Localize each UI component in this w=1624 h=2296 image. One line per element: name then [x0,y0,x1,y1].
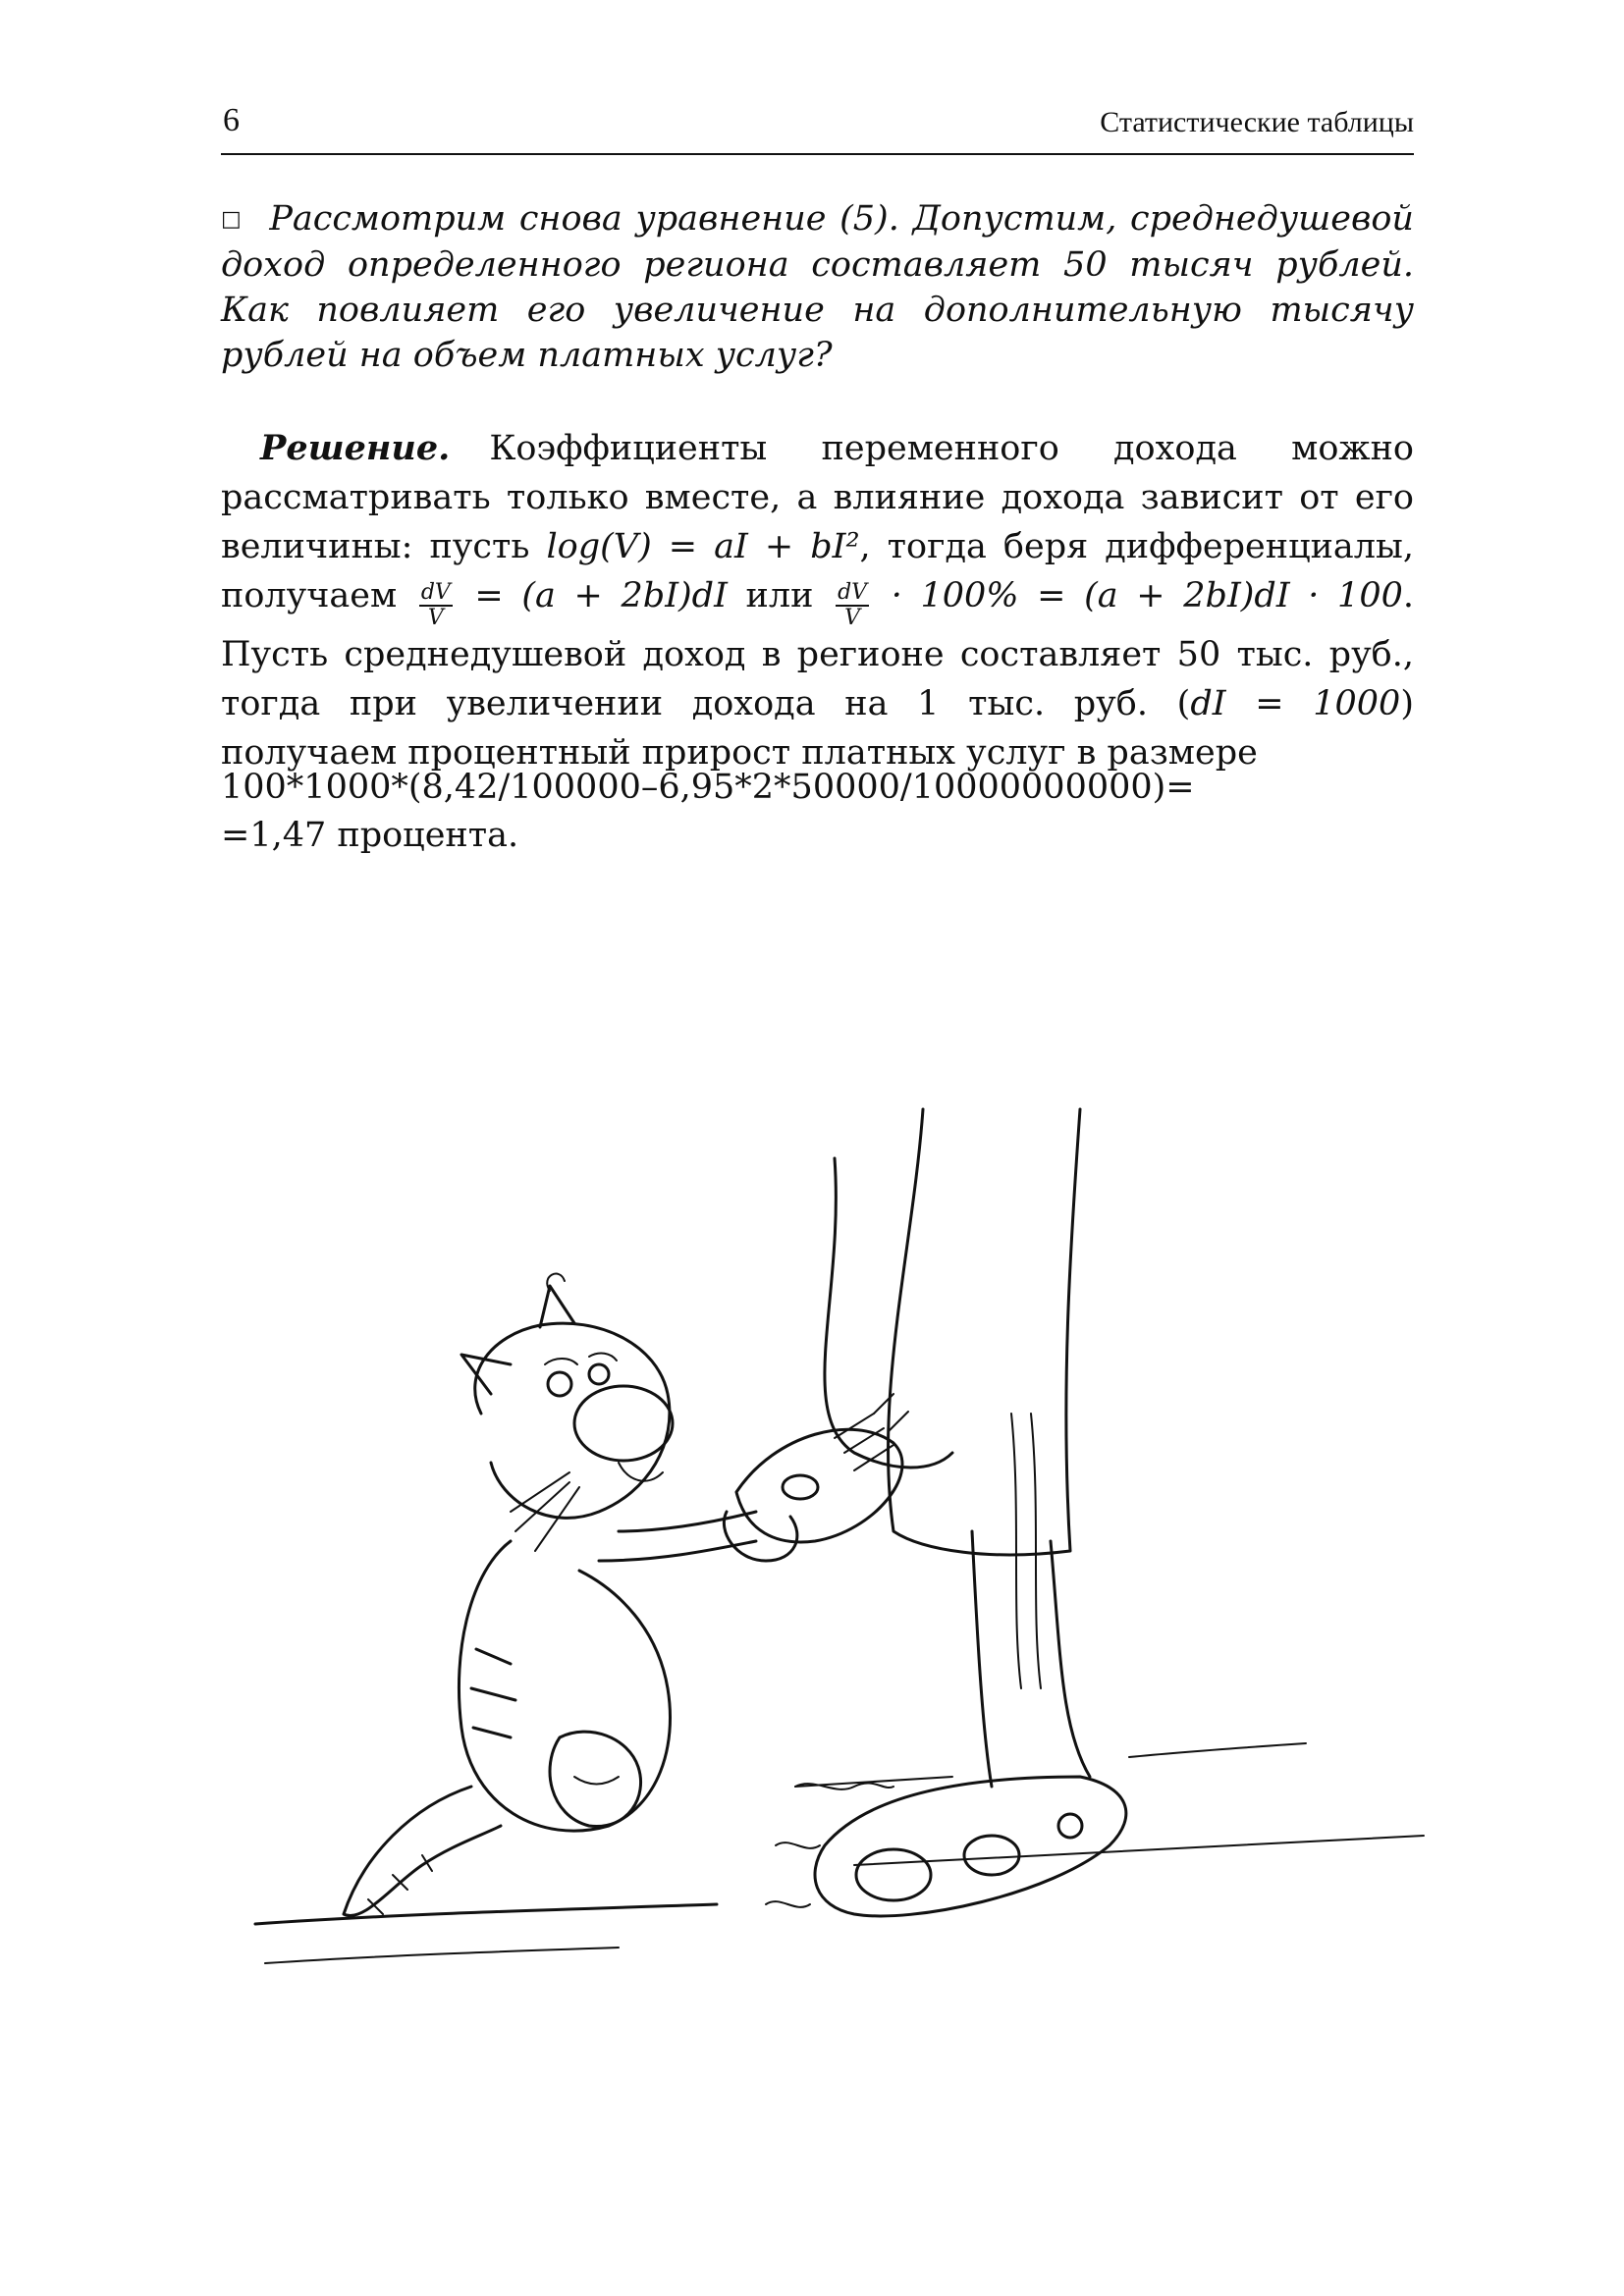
page-number: 6 [223,102,240,138]
equation-percent: · 100% = (a + 2bI)dI · 100 [873,576,1403,615]
solution-text-5: ) получаем процентный прирост платных услуг в размере [221,684,1414,773]
calculation-line: 100*1000*(8,42/100000–6,95*2*50000/10000000000)= [221,768,1195,807]
solution-paragraph [221,424,1414,777]
task-text: Рассмотрим снова уравнение (5). Допустим, среднедушевой доход определенного региона составляет 50 тысяч рублей. Как повлияет его увеличение на дополнительную тысячу рублей на объем платных услуг? [221,199,1414,375]
running-title: Статистические таблицы [1100,106,1414,138]
fraction-denominator: V [844,606,861,630]
fraction-numerator: dV [838,580,868,605]
equation-log: log(V) = aI + bI² [546,527,860,566]
fraction-denominator: V [427,606,444,630]
solution-text-4: . Пусть среднедушевой доход в регионе составляет 50 тыс. руб., тогда при увеличении дохода на 1 тыс. руб. ( [221,576,1415,723]
solution-label: Решение. [260,428,451,468]
cartoon-cat-begging-with-fish-icon [245,1099,1453,1983]
solution-text-3: или [727,576,833,615]
page-header [221,98,1414,155]
result-line: =1,47 процента. [221,816,519,855]
solution-text-2: , тогда беря дифференциалы, получаем [221,527,1414,615]
solution-text-1: Коэффициенты переменного дохода можно рассматривать только вместе, а влияние дохода зависит от его величины: пусть [221,429,1414,566]
fraction-numerator: dV [420,580,451,605]
equation-differential: = (a + 2bI)dI [456,576,728,615]
task-marker-icon: □ [221,207,244,232]
task-statement [221,196,1414,378]
fraction-dv-v [419,581,453,630]
equation-di: dI = 1000 [1190,684,1401,723]
fraction-dv-v-percent [836,581,869,630]
